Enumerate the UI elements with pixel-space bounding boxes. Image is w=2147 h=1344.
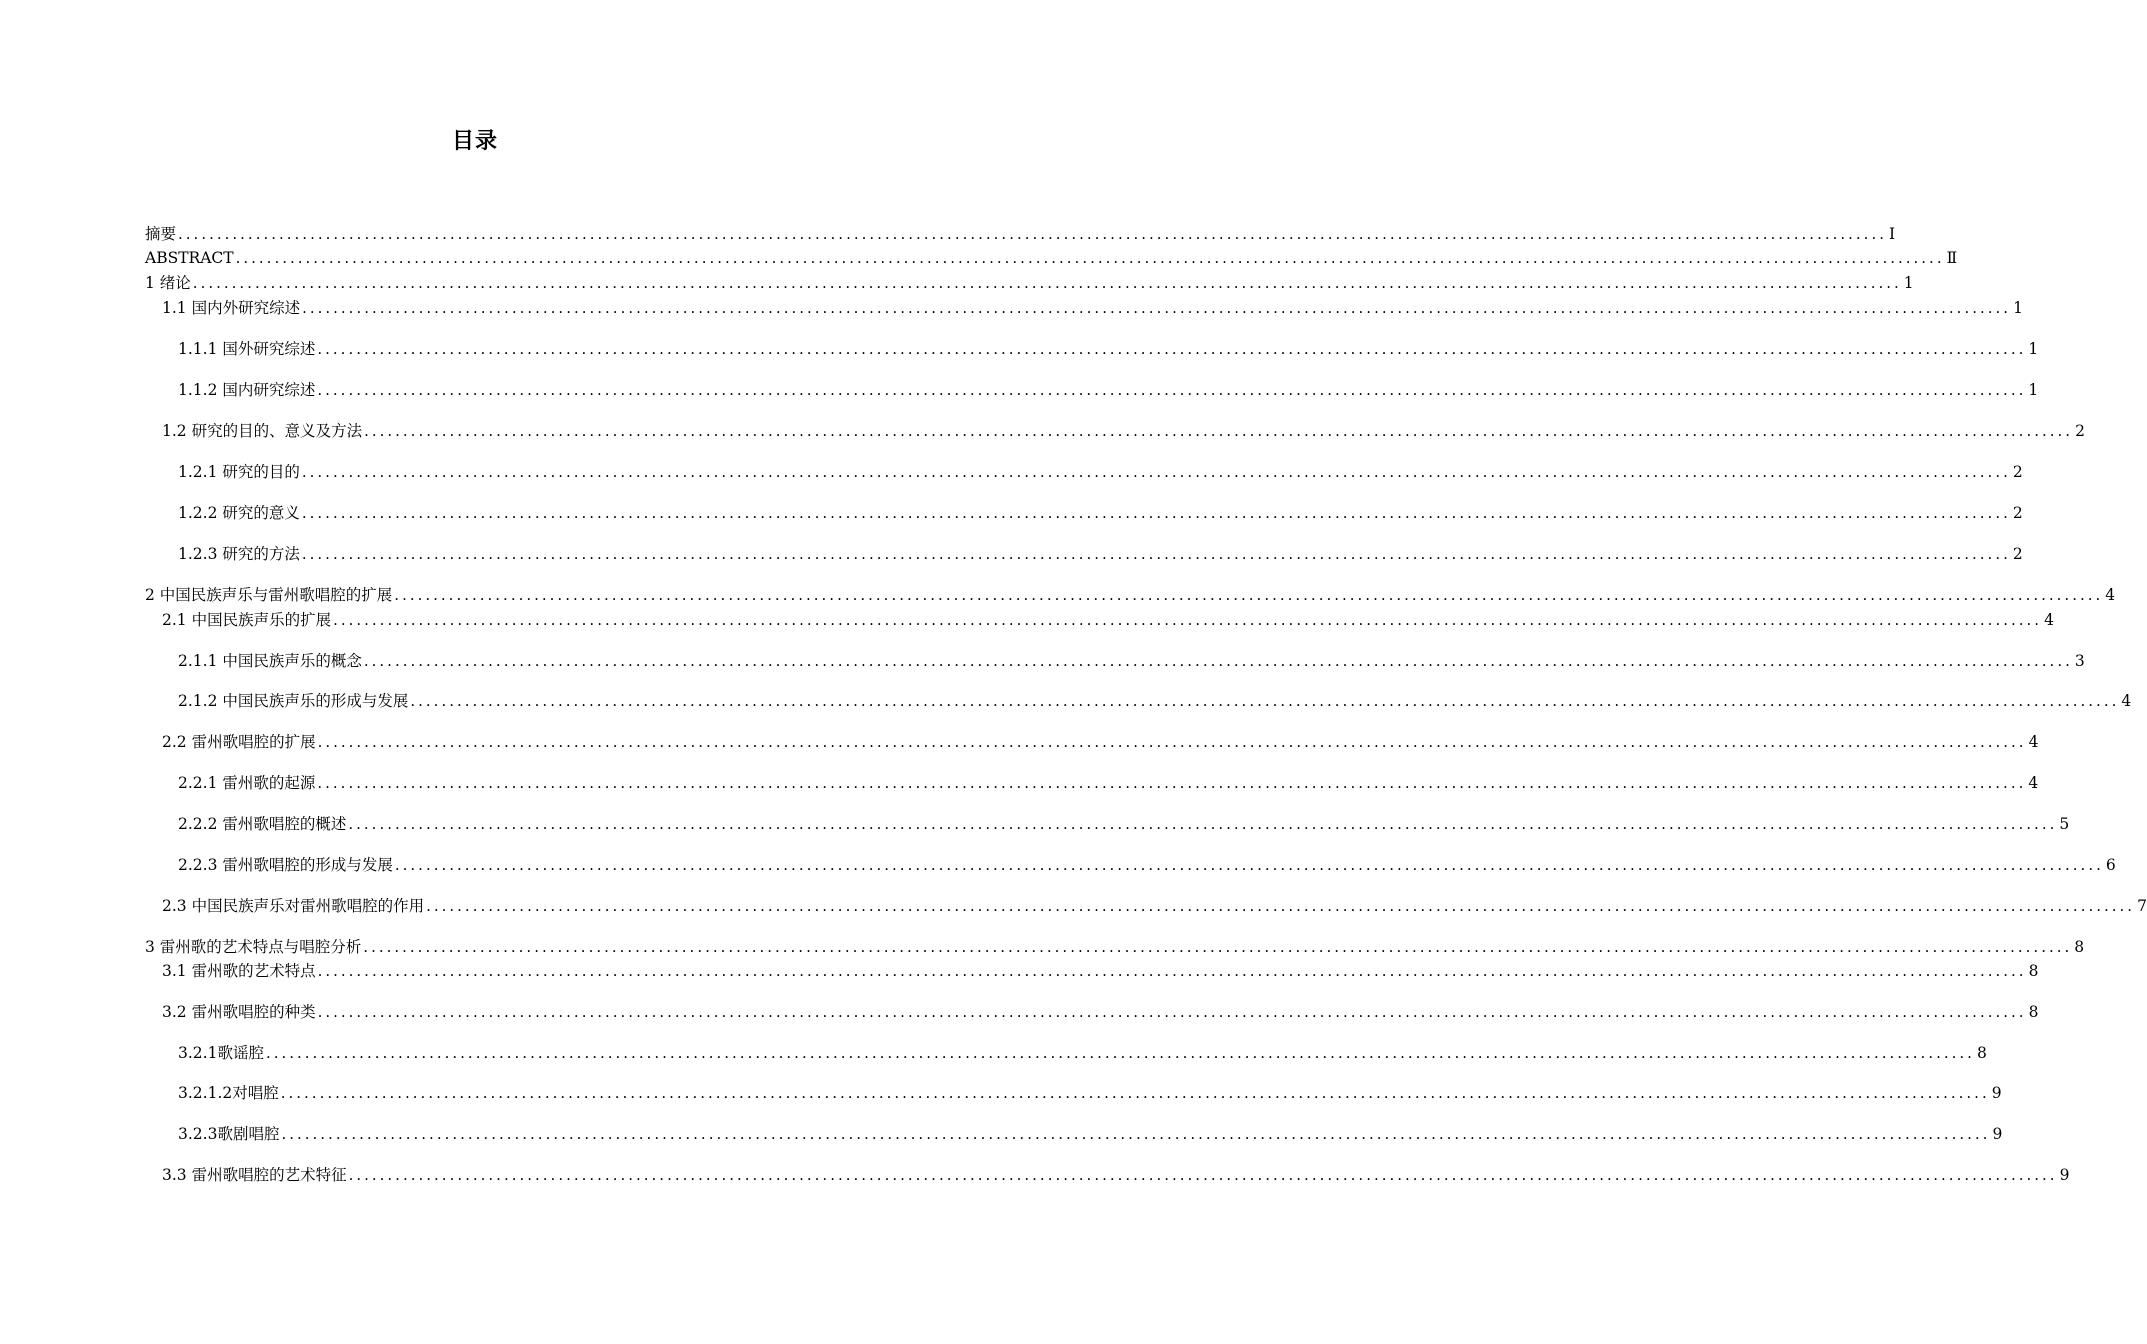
toc-entry-title: 2.1 中国民族声乐的扩展 — [162, 611, 332, 629]
toc-entry[interactable] — [178, 543, 2023, 565]
toc-entry[interactable] — [178, 772, 2039, 794]
toc-leader-dots: ............................................................................................................................................................................................................................ — [394, 586, 2104, 604]
toc-leader-dots: ............................................................................................................................................................................................................................ — [317, 1003, 2027, 1021]
toc-entry-title: 2 中国民族声乐与雷州歌唱腔的扩展 — [145, 586, 393, 604]
toc-leader-dots: ............................................................................................................................................................................................................................ — [364, 422, 2074, 440]
toc-entry-title: 3.2 雷州歌唱腔的种类 — [162, 1003, 316, 1021]
toc-page-number: 5 — [2059, 815, 2070, 833]
toc-page-number: 1 — [1903, 274, 1914, 292]
toc-leader-dots: ............................................................................................................................................................................................................................ — [178, 225, 1887, 243]
toc-page-number: 3 — [2074, 652, 2085, 670]
toc-page-number: 8 — [2074, 938, 2085, 956]
toc-leader-dots: ............................................................................................................................................................................................................................ — [348, 1166, 2058, 1184]
toc-leader-dots: ............................................................................................................................................................................................................................ — [317, 962, 2027, 980]
toc-entry[interactable] — [145, 584, 2116, 606]
toc-leader-dots: ............................................................................................................................................................................................................................ — [426, 897, 2136, 915]
toc-entry[interactable] — [162, 895, 2147, 917]
toc-entry-title: 1.2.2 研究的意义 — [178, 504, 300, 522]
toc-entry[interactable] — [162, 1001, 2039, 1023]
toc-entry-title: 1.1.1 国外研究综述 — [178, 340, 316, 358]
toc-page-number: 2 — [2012, 463, 2023, 481]
toc-page-number: 1 — [2028, 340, 2039, 358]
page-title: 目录 — [451, 129, 498, 154]
toc-entry[interactable] — [178, 854, 2116, 876]
toc-entry-title: 1.1.2 国内研究综述 — [178, 381, 316, 399]
toc-entry[interactable] — [178, 461, 2023, 483]
toc-entry-title: 摘要 — [145, 225, 177, 243]
toc-entry-title: 1.1 国内外研究综述 — [162, 299, 301, 317]
toc-entry[interactable] — [145, 223, 1896, 245]
toc-page-number: 9 — [1992, 1125, 2003, 1143]
toc-leader-dots: ............................................................................................................................................................................................................................ — [280, 1084, 1990, 1102]
toc-entry-title: 3.2.3歌剧唱腔 — [178, 1125, 280, 1143]
toc-leader-dots: ............................................................................................................................................................................................................................ — [235, 249, 1945, 267]
toc-entry-title: 2.2.3 雷州歌唱腔的形成与发展 — [178, 856, 393, 874]
toc-leader-dots: ............................................................................................................................................................................................................................ — [281, 1125, 1991, 1143]
toc-leader-dots: ............................................................................................................................................................................................................................ — [363, 652, 2073, 670]
toc-entry[interactable] — [178, 1123, 2003, 1145]
toc-entry[interactable] — [162, 297, 2023, 319]
toc-entry[interactable] — [178, 338, 2039, 360]
toc-leader-dots: ............................................................................................................................................................................................................................ — [192, 274, 1902, 292]
toc-entry-title: 1 绪论 — [145, 274, 191, 292]
toc-page-number: 2 — [2012, 504, 2023, 522]
toc-entry-title: 2.1.2 中国民族声乐的形成与发展 — [178, 692, 409, 710]
toc-leader-dots: ............................................................................................................................................................................................................................ — [317, 381, 2027, 399]
toc-leader-dots: ............................................................................................................................................................................................................................ — [394, 856, 2104, 874]
toc-page-number: 8 — [2028, 1003, 2039, 1021]
toc-leader-dots: ............................................................................................................................................................................................................................ — [301, 504, 2011, 522]
toc-leader-dots: ............................................................................................................................................................................................................................ — [317, 733, 2027, 751]
toc-leader-dots: ............................................................................................................................................................................................................................ — [317, 774, 2027, 792]
toc-entry[interactable] — [178, 690, 2132, 712]
toc-leader-dots: ............................................................................................................................................................................................................................ — [348, 815, 2058, 833]
toc-entry-title: 1.2 研究的目的、意义及方法 — [162, 422, 363, 440]
toc-leader-dots: ............................................................................................................................................................................................................................ — [363, 938, 2073, 956]
toc-page-number: 4 — [2105, 586, 2116, 604]
toc-entry-title: 3.2.1歌谣腔 — [178, 1044, 264, 1062]
toc-entry[interactable] — [145, 272, 1914, 294]
toc-leader-dots: ............................................................................................................................................................................................................................ — [265, 1044, 1975, 1062]
toc-leader-dots: ............................................................................................................................................................................................................................ — [333, 611, 2043, 629]
toc-entry-title: 2.1.1 中国民族声乐的概念 — [178, 652, 362, 670]
toc-entry[interactable] — [145, 247, 1958, 269]
toc-page-number: 4 — [2121, 692, 2132, 710]
toc-page-number: 2 — [2075, 422, 2085, 440]
toc-entry-title: 3.3 雷州歌唱腔的艺术特征 — [162, 1166, 347, 1184]
toc-leader-dots: ............................................................................................................................................................................................................................ — [301, 463, 2011, 481]
toc-leader-dots: ............................................................................................................................................................................................................................ — [410, 692, 2120, 710]
toc-entry[interactable] — [178, 502, 2023, 524]
toc-entry-title: 1.2.1 研究的目的 — [178, 463, 300, 481]
toc-page-number: 8 — [2028, 962, 2039, 980]
toc-entry-title: 2.2.1 雷州歌的起源 — [178, 774, 316, 792]
toc-entry-title: 2.3 中国民族声乐对雷州歌唱腔的作用 — [162, 897, 425, 915]
toc-page-number: Ⅱ — [1946, 249, 1958, 267]
toc-entry-title: 1.2.3 研究的方法 — [178, 545, 300, 563]
toc-page-number: 9 — [1991, 1084, 2002, 1102]
toc-page-number: 4 — [2028, 774, 2039, 792]
toc-page-number: 9 — [2059, 1166, 2070, 1184]
toc-page-number: 1 — [2013, 299, 2023, 317]
toc-page-number: 8 — [1976, 1044, 1987, 1062]
toc-entry[interactable] — [162, 420, 2085, 442]
toc-entry[interactable] — [145, 936, 2085, 958]
toc-entry-title: 3 雷州歌的艺术特点与唱腔分析 — [145, 938, 362, 956]
toc-leader-dots: ............................................................................................................................................................................................................................ — [301, 545, 2011, 563]
toc-page-number: 1 — [2028, 381, 2039, 399]
toc-entry[interactable] — [178, 379, 2039, 401]
toc-page-number: 2 — [2012, 545, 2023, 563]
toc-page-number: 6 — [2105, 856, 2116, 874]
toc-entry[interactable] — [178, 1042, 1987, 1064]
toc-entry[interactable] — [162, 609, 2054, 631]
toc-entry-title: 3.2.1.2对唱腔 — [178, 1084, 279, 1102]
toc-entry[interactable] — [178, 650, 2085, 672]
toc-entry-title: ABSTRACT — [145, 249, 234, 267]
toc-page-number: 4 — [2028, 733, 2039, 751]
toc-entry-title: 2.2 雷州歌唱腔的扩展 — [162, 733, 316, 751]
toc-page-number: Ⅰ — [1889, 225, 1896, 243]
toc-entry[interactable] — [178, 813, 2070, 835]
toc-entry[interactable] — [162, 731, 2039, 753]
toc-entry-title: 2.2.2 雷州歌唱腔的概述 — [178, 815, 347, 833]
toc-entry-title: 3.1 雷州歌的艺术特点 — [162, 962, 316, 980]
toc-leader-dots: ............................................................................................................................................................................................................................ — [302, 299, 2012, 317]
toc-entry[interactable] — [178, 1082, 2002, 1104]
toc-entry[interactable] — [162, 960, 2039, 982]
toc-entry[interactable] — [162, 1164, 2070, 1186]
toc-leader-dots: ............................................................................................................................................................................................................................ — [317, 340, 2027, 358]
toc-page-number: 7 — [2137, 897, 2147, 915]
toc-page-number: 4 — [2044, 611, 2054, 629]
